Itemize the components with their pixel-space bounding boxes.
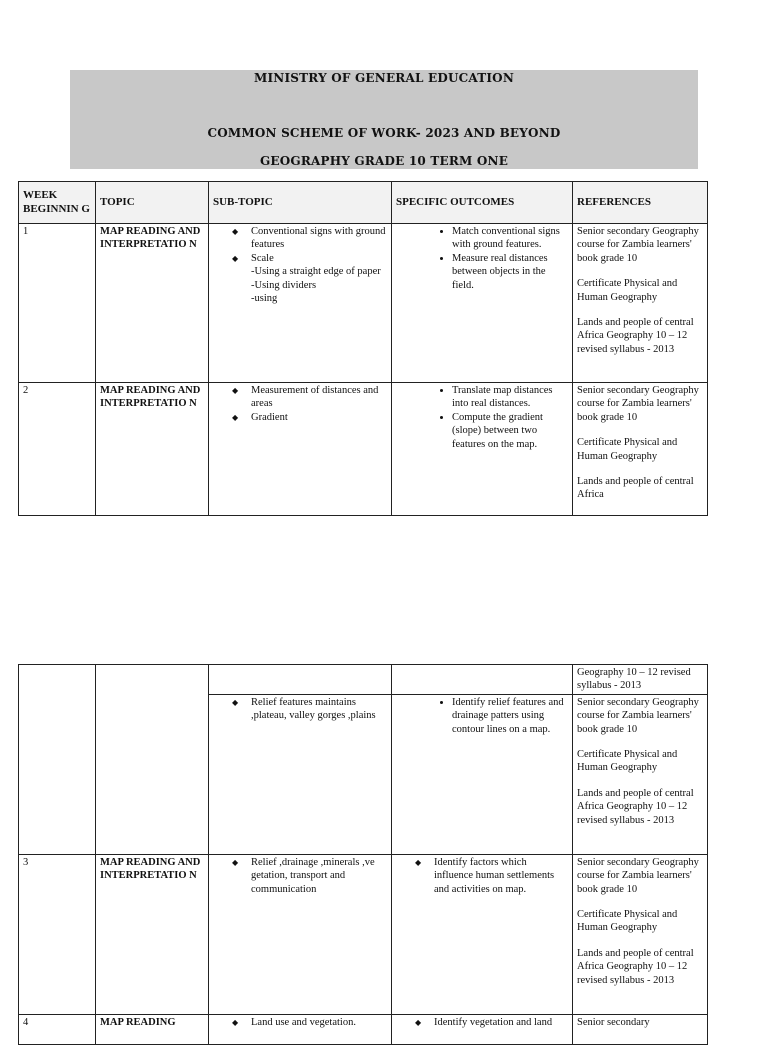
reference-item: Senior secondary Geography course for Zambia learners' book grade 10 [577,856,699,895]
outcomes-cell [392,224,573,383]
subtopic-cell [209,1014,392,1044]
references-cell [573,383,708,516]
subtopic-cell [209,224,392,383]
outcomes-cell [392,694,573,854]
subtopic-cell [209,694,392,854]
subtopic-subline: -Using dividers [251,279,317,291]
table-row [19,383,708,516]
outcome-item: ◆ Identify vegetation and land [434,1016,568,1029]
subtopic-item: ◆ Land use and vegetation. [251,1016,387,1029]
outcome-item: • Compute the gradient (slope) between two features on the map. [452,411,568,451]
reference-item: Senior secondary Geography course for Zambia learners' book grade 10 [577,385,699,423]
references-cell: Geography 10 – 12 revised syllabus - 2013 [573,665,708,695]
col-week: WEEK BEGINNIN G [19,182,96,224]
scheme-table-page2 [18,664,708,1045]
table-header-row [19,182,708,224]
references-cell [573,694,708,854]
subtopic-item: ◆ Conventional signs with ground features [251,225,387,252]
week-cell: 3 [19,854,96,1014]
week-cell: 4 [19,1014,96,1044]
outcome-item: • Measure real distances between objects in the field. [452,252,568,292]
outcome-item: • Identify relief features and drainage patters using contour lines on a map. [452,696,568,736]
table-row [19,224,708,383]
reference-item: Senior secondary Geography course for Zambia learners' book grade 10 [577,696,699,735]
scheme-table-page1 [18,181,708,516]
topic-cell: MAP READING AND INTERPRETATIO N [96,854,209,1014]
table-row [19,1014,708,1044]
subtopic-cell [209,854,392,1014]
col-outcomes: SPECIFIC OUTCOMES [392,182,573,224]
topic-cell [96,665,209,855]
document-header [70,70,698,169]
table-row-continued [19,665,708,695]
reference-item: Certificate Physical and Human Geography [577,278,678,303]
subtopic-item: ◆ Relief features maintains ,plateau, valley gorges ,plains [251,696,387,723]
reference-item: Lands and people of central Africa Geography 10 – 12 revised syllabus - 2013 [577,947,694,986]
topic-cell: MAP READING [96,1014,209,1044]
reference-item: Certificate Physical and Human Geography [577,749,678,774]
week-cell [19,665,96,855]
references-cell: Senior secondary [573,1014,708,1044]
outcomes-cell [392,854,573,1014]
subtopic-item: ◆ Scale -Using a straight edge of paper -Using dividers -using [251,252,387,306]
topic-cell: MAP READING AND INTERPRETATIO N [96,383,209,516]
table-row [19,854,708,1014]
week-cell: 1 [19,224,96,383]
scheme-title: COMMON SCHEME OF WORK- 2023 AND BEYOND [207,126,561,140]
subtopic-item: ◆ Gradient [251,411,387,424]
outcome-item: • Translate map distances into real distances. [452,384,568,411]
outcomes-cell [392,1014,573,1044]
subtopic-cell [209,383,392,516]
references-cell [573,224,708,383]
reference-item: Senior secondary Geography course for Zambia learners' book grade 10 [577,226,699,264]
subtopic-subline: -using [251,293,278,305]
subtopic-cell [209,665,392,695]
reference-item: Lands and people of central Africa Geography 10 – 12 revised syllabus - 2013 [577,317,694,355]
outcomes-cell [392,383,573,516]
subtopic-item: ◆ Relief ,drainage ,minerals ,ve getation, transport and communication [251,856,387,896]
outcome-item: ◆ Identify factors which influence human settlements and activities on map. [434,856,568,896]
outcome-item: • Match conventional signs with ground features. [452,225,568,252]
outcomes-cell [392,665,573,695]
subtopic-item: ◆ Measurement of distances and areas [251,384,387,411]
topic-cell: MAP READING AND INTERPRETATIO N [96,224,209,383]
subject-title: GEOGRAPHY GRADE 10 TERM ONE [259,154,509,168]
references-cell [573,854,708,1014]
subtopic-subline: -Using a straight edge of paper [251,266,381,278]
reference-item: Certificate Physical and Human Geography [577,437,678,462]
ministry-title: MINISTRY OF GENERAL EDUCATION [254,71,514,85]
col-references: REFERENCES [573,182,708,224]
reference-item: Certificate Physical and Human Geography [577,909,678,934]
reference-item: Lands and people of central Africa Geography 10 – 12 revised syllabus - 2013 [577,787,694,826]
week-cell: 2 [19,383,96,516]
reference-item: Lands and people of central Africa [577,476,694,501]
col-subtopic: SUB-TOPIC [209,182,392,224]
col-topic: TOPIC [96,182,209,224]
